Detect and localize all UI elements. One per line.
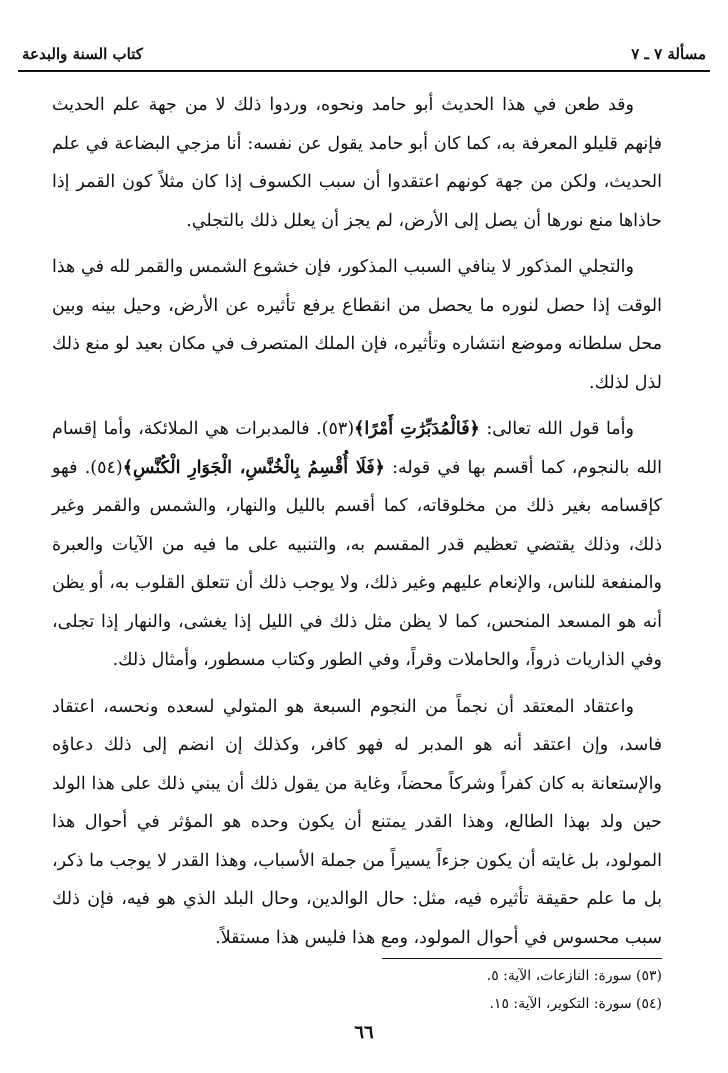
footnote-ref-53: (٥٣) xyxy=(321,419,355,439)
footnote-53: (٥٣) سورة: النازعات، الآية: ٥. xyxy=(486,968,662,984)
footnote-ref-54: (٥٤) xyxy=(90,457,123,478)
paragraph-3-rest: . فهو كإقسامه بغير ذلك من مخلوقاته، كما أقسم بالليل والنهار، والشمس والقمر وغير ذلك، وذلك يقتضي تعظيم قدر المقسم به، والتنبيه على ما فيه من الآيات والعبرة والمنفعة للناس، والإنعام عليهم وغير ذلك، ولا يوجب ذلك أن تتعلق القلوب به، أو يظن أنه هو المسعد المنحس، كما لا يظن مثل ذلك في الليل إذا يغشى، والنهار إذا تجلى، وفي الذاريات ذرواً، والحاملات وقراً، وفي الطور وكتاب مسطور، وأمثال ذلك. xyxy=(52,457,662,670)
footnotes xyxy=(300,962,662,1018)
paragraph-1: وقد طعن في هذا الحديث أبو حامد ونحوه، وردوا ذلك لا من جهة علم الحديث فإنهم قليلو المعرفة به، كما كان أبو حامد يقول عن نفسه: أنا مزجي البضاعة في علم الحديث، ولكن من جهة كونهم اعتقدوا أن سبب الكسوف إذا كان مثلاً كون القمر إذا حاذاها منع نورها أن يصل إلى الأرض، لم يجز أن يعلل ذلك بالتجلي. xyxy=(52,95,662,231)
footnote-divider xyxy=(382,958,662,959)
paragraph-3 xyxy=(52,410,662,680)
footnote-54: (٥٤) سورة: التكوير، الآية: ١٥. xyxy=(489,996,662,1012)
book-title: كتاب السنة والبدعة xyxy=(22,45,143,63)
page-number: ٦٦ xyxy=(354,1022,374,1043)
paragraph-3-intro: وأما قول الله تعالى: xyxy=(479,419,634,439)
running-header xyxy=(22,40,706,68)
paragraph-4: واعتقاد المعتقد أن نجماً من النجوم السبعة هو المتولي لسعده ونحسه، اعتقاد فاسد، وإن اعتقد أنه هو المدبر له فهو كافر، وكذلك إن انضم إلى ذلك دعاؤه والإستعانة به كان كفراً وشركاً محضاً، وغاية من يقول ذلك أن يبني ذلك على هذا الولد حين ولد بهذا الطالع، وهذا القدر يمتنع أن يكون وحده هو المؤثر في أحوال هذا المولود، بل غايته أن يكون جزءاً يسيراً من جملة الأسباب، وهذا القدر لا يوجب ما ذكر، بل ما علم حقيقة تأثيره فيه، مثل: حال الوالدين، وحال البلد الذي هو فيه، فإن ذلك سبب محسوس في أحوال المولود، ومع هذا فليس هذا مستقلاً. xyxy=(52,696,662,948)
quran-verse-1: ﴿فَالْمُدَبِّرَٰتِ أَمْرًا﴾ xyxy=(354,419,480,439)
main-text xyxy=(52,86,662,965)
header-divider xyxy=(18,70,710,72)
paragraph-3-middle: . فالمدبرات هي الملائكة، وأما إقسام الله بالنجوم، كما أقسم بها في قوله: xyxy=(52,419,662,478)
issue-number: مسألة ٧ ـ ٧ xyxy=(631,45,706,63)
paragraph-2: والتجلي المذكور لا ينافي السبب المذكور، فإن خشوع الشمس والقمر لله في هذا الوقت إذا حصل لنوره ما يحصل من انقطاع يرفع تأثيره عن الأرض، وحيل بينه وبين محل سلطانه وموضع انتشاره وتأثيره، فإن الملك المتصرف في مكان بعيد لو منع ذلك لذل لذلك. xyxy=(52,257,662,393)
quran-verse-2: ﴿فَلَا أُقْسِمُ بِالْخُنَّسِ، الْجَوَارِ الْكُنَّسِ﴾ xyxy=(122,457,385,478)
